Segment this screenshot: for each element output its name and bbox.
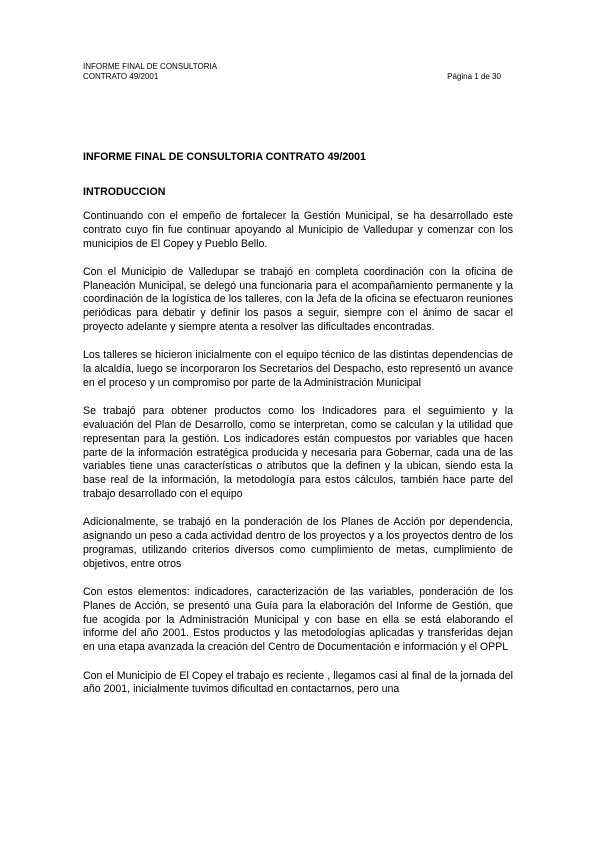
paragraph: Los talleres se hicieron inicialmente con el equipo técnico de las distintas dependencias de la alcaldía, luego se incorporaron los Secretarios del Despacho, esto representó un avance en el proceso y un compromiso por parte de la Administración Municipal <box>83 349 513 389</box>
page-number: Página 1 de 30 <box>447 71 501 81</box>
header-doc-title: INFORME FINAL DE CONSULTORIA <box>83 62 218 71</box>
page-header <box>83 62 501 81</box>
header-line-2 <box>83 72 501 82</box>
body-text <box>83 210 513 712</box>
document-title: INFORME FINAL DE CONSULTORIA CONTRATO 49/2001 <box>83 151 366 163</box>
header-contract: CONTRATO 49/2001 <box>83 71 159 81</box>
paragraph: Con el Municipio de Valledupar se trabajó en completa coordinación con la oficina de Planeación Municipal, se delegó una funcionaria para el acompañamiento permanente y la coordinación de la logística de los talleres, con la Jefa de la oficina se efectuaron reuniones periódicas para debatir y definir los pasos a seguir, siempre con el ánimo de sacar el proyecto adelante y siempre atenta a resolver las dificultades encontradas. <box>83 265 513 334</box>
section-heading: INTRODUCCION <box>83 186 166 198</box>
paragraph: Con estos elementos: indicadores, caracterización de las variables, ponderación de los Planes de Acción, se presentó una Guía para la elaboración del Informe de Gestión, que fue acogida por la Administración Municipal y con base en ella se está elaborando el informe del año 2001. Estos productos y las metodologías aplicadas y transferidas dejan en una etapa avanzada la creación del Centro de Documentación e información y el OPPL <box>83 586 513 654</box>
paragraph: Se trabajó para obtener productos como los Indicadores para el seguimiento y la evaluación del Plan de Desarrollo, como se interpretan, como se calculan y la utilidad que representan para la gestión. Los indicadores están compuestos por variables que hacen parte de la información estratégica producida y necesaria para Gobernar, cada una de las variables tiene unas características o atributos que la definen y la ubican, siendo esta la base real de la información, la metodología para estos cálculos, también hace parte del trabajo desarrollado con el equipo <box>83 405 513 501</box>
paragraph: Adicionalmente, se trabajó en la ponderación de los Planes de Acción por dependencia, asignando un peso a cada actividad dentro de los proyectos y a los proyectos dentro de los programas, utilizando criterios diversos como cumplimiento de metas, cumplimiento de objetivos, entre otros <box>83 516 513 570</box>
paragraph: Continuando con el empeño de fortalecer la Gestión Municipal, se ha desarrollado este contrato cuyo fin fue continuar apoyando al Municipio de Valledupar y comenzar con los municipios de El Copey y Pueblo Bello. <box>83 210 513 250</box>
paragraph: Con el Municipio de El Copey el trabajo es reciente , llegamos casi al final de la jornada del año 2001, inicialmente tuvimos dificultad en contactarnos, pero una <box>83 669 513 696</box>
